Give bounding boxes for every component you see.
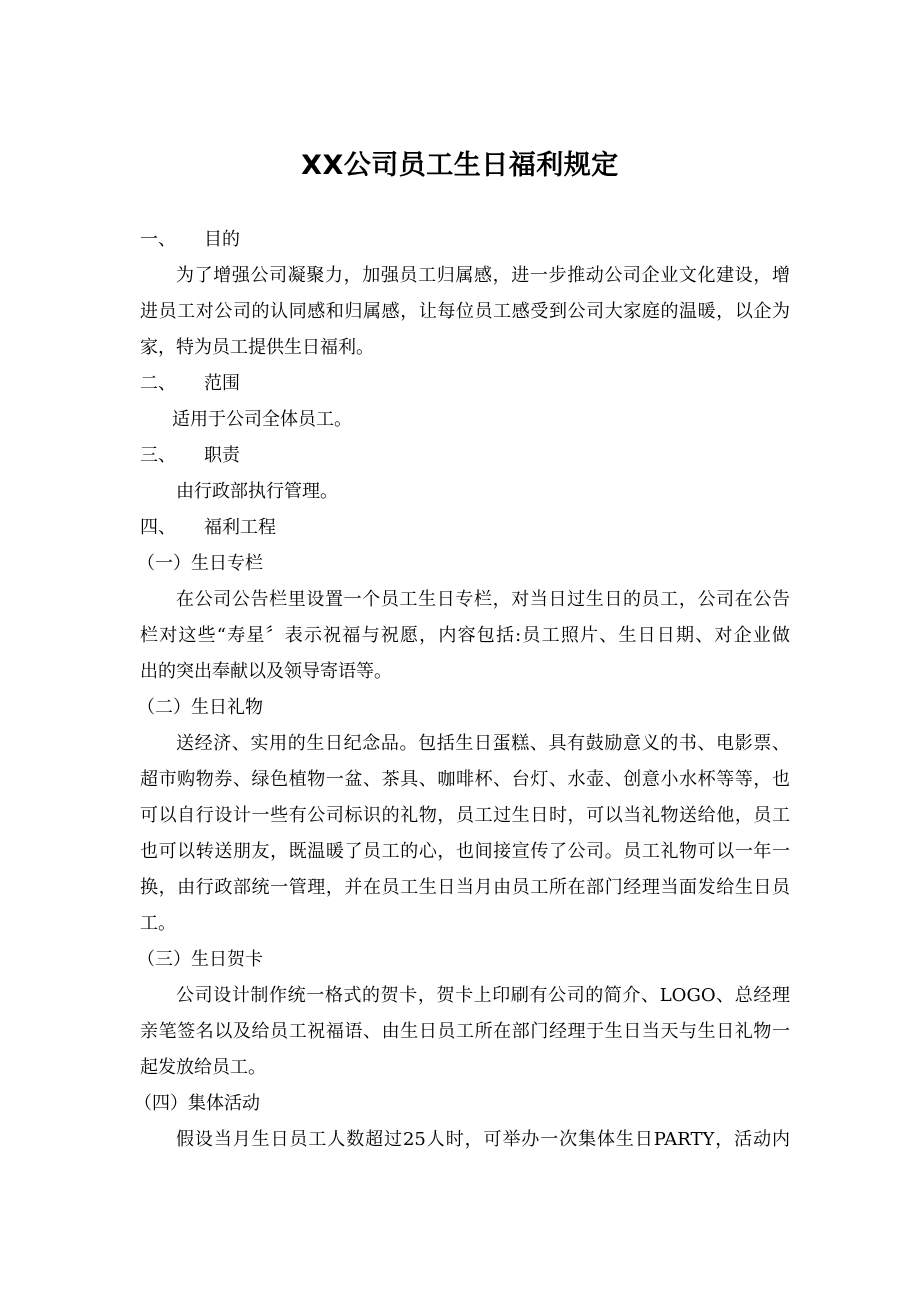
- subsection-heading: （一）生日专栏: [137, 553, 263, 574]
- paragraph-line: 假设当月生日员工人数超过25人时，可举办一次集体生日PARTY，活动内: [176, 1129, 790, 1150]
- paragraph-line: 送经济、实用的生日纪念品。包括生日蛋糕、具有鼓励意义的书、电影票、: [176, 733, 790, 754]
- paragraph-line: 栏对这些“寿星〞表示祝福与祝愿，内容包括:员工照片、生日日期、对企业做: [140, 625, 790, 646]
- section-number: 二、: [140, 373, 176, 394]
- paragraph-line: 进员工对公司的认同感和归属感，让每位员工感受到公司大家庭的温暖，以企为: [140, 301, 790, 322]
- paragraph-line: 公司设计制作统一格式的贺卡，贺卡上印刷有公司的简介、LOGO、总经理: [176, 985, 790, 1006]
- section-number: 四、: [140, 517, 176, 538]
- section-heading-purpose: [140, 228, 790, 252]
- section-number: 一、: [140, 229, 176, 250]
- paragraph-line: 工。: [140, 913, 176, 934]
- paragraph-line: 由行政部执行管理。: [176, 481, 338, 502]
- paragraph-line: 也可以转送朋友，既温暖了员工的心，也间接宣传了公司。员工礼物可以一年一: [140, 841, 790, 862]
- section-heading-scope: [140, 372, 790, 396]
- paragraph-line: 超市购物券、绿色植物一盆、茶具、咖啡杯、台灯、水壶、创意小水杯等等，也: [140, 769, 790, 790]
- paragraph-line: 在公司公告栏里设置一个员工生日专栏，对当日过生日的员工，公司在公告: [176, 589, 790, 610]
- paragraph-line: 亲笔签名以及给员工祝福语、由生日员工所在部门经理于生日当天与生日礼物一: [140, 1021, 790, 1042]
- paragraph-line: 为了增强公司凝聚力，加强员工归属感，进一步推动公司企业文化建设，增: [176, 265, 790, 286]
- document-title: XX公司员工生日福利规定: [301, 150, 619, 181]
- section-title: 范围: [204, 373, 240, 394]
- subsection-heading: （三）生日贺卡: [137, 949, 263, 970]
- paragraph-line: 适用于公司全体员工。: [172, 409, 352, 430]
- section-title: 目的: [204, 229, 240, 250]
- subsection-heading: （二）生日礼物: [137, 697, 263, 718]
- section-heading-duties: [140, 444, 790, 468]
- subsection-heading: （四）集体活动: [134, 1093, 260, 1114]
- paragraph-line: 可以自行设计一些有公司标识的礼物，员工过生日时，可以当礼物送给他，员工: [140, 805, 790, 826]
- paragraph-line: 出的突出奉献以及领导寄语等。: [140, 661, 392, 682]
- section-title: 职责: [204, 445, 240, 466]
- paragraph-line: 换，由行政部统一管理，并在员工生日当月由员工所在部门经理当面发给生日员: [140, 877, 790, 898]
- paragraph-line: 家，特为员工提供生日福利。: [140, 337, 374, 358]
- section-heading-welfare: [140, 516, 790, 540]
- paragraph-line: 起发放给员工。: [140, 1057, 266, 1078]
- section-title: 福利工程: [204, 517, 276, 538]
- section-number: 三、: [140, 445, 176, 466]
